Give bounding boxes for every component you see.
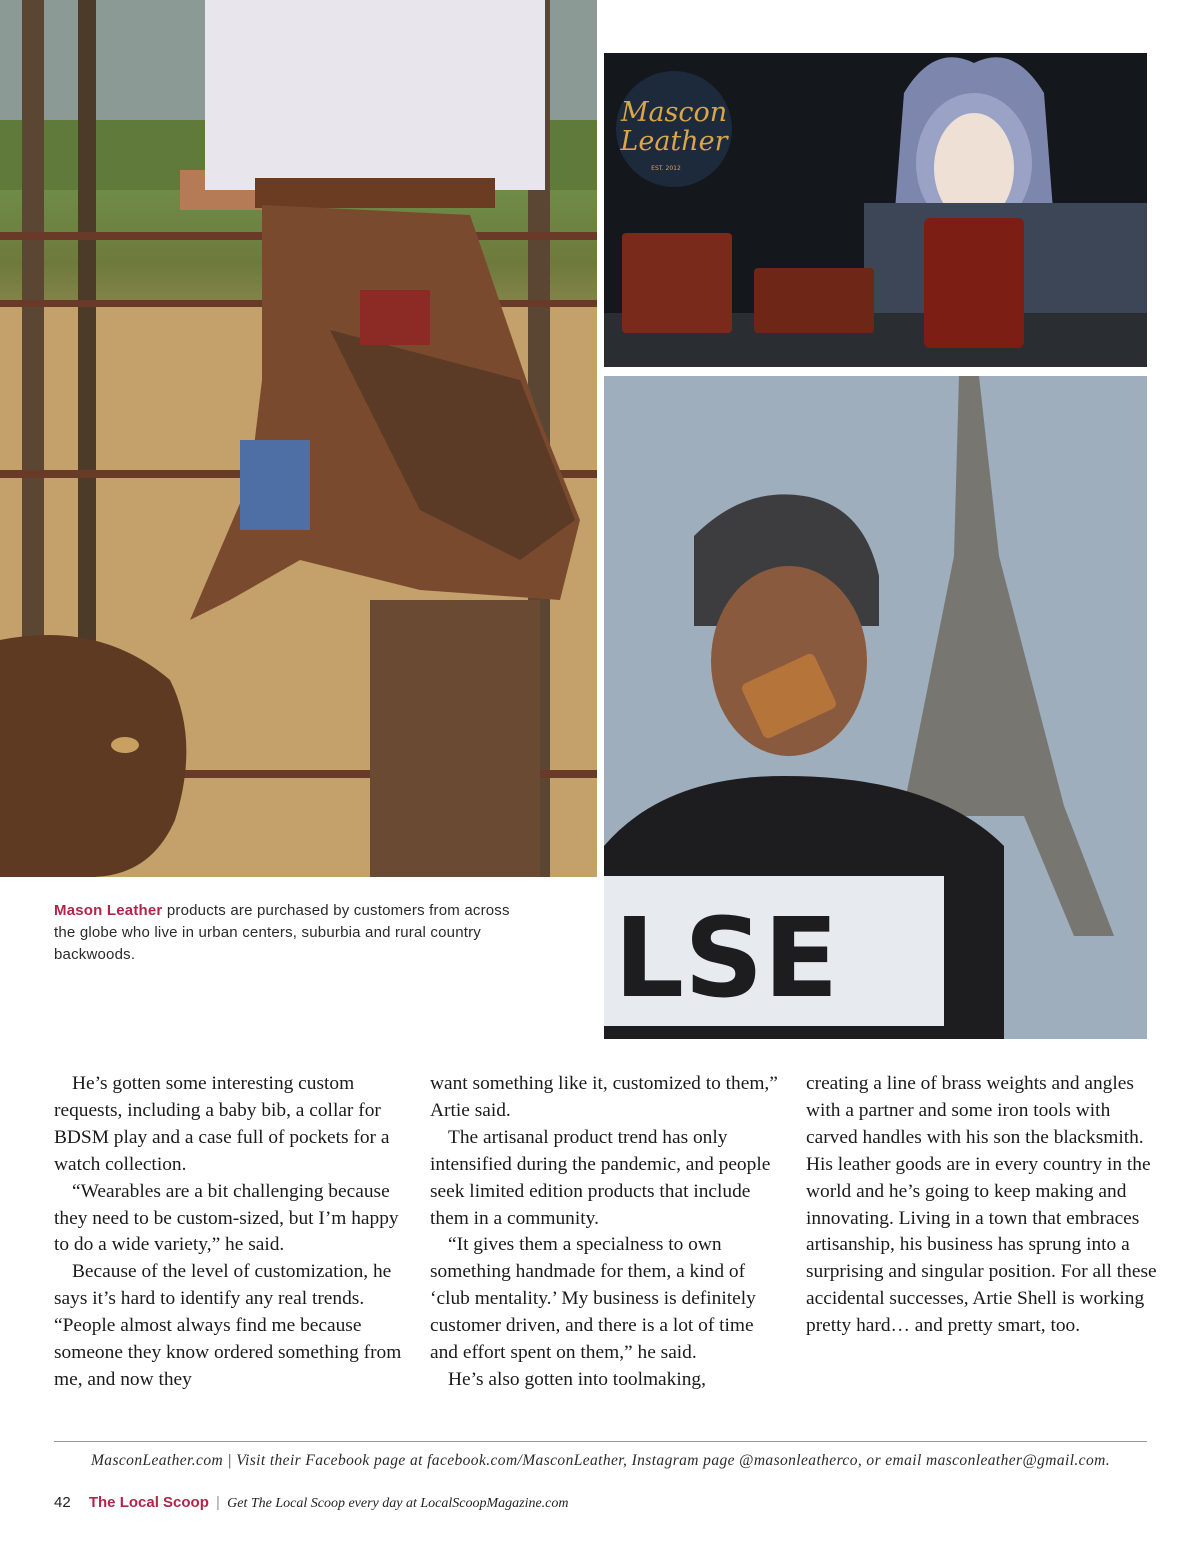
footer-divider [54,1441,1147,1442]
svg-text:LSE: LSE [614,894,839,1022]
footer-tagline: Get The Local Scoop every day at LocalScoopMagazine.com [227,1496,569,1511]
contact-line: MasconLeather.com | Visit their Facebook page at facebook.com/MasconLeather, Instagram page @masonleatherco, or email masconleather@gmail.com. [91,1452,1110,1469]
paragraph: He’s also gotten into toolmaking, [448,1368,706,1390]
paragraph: “It gives them a specialness to own something handmade for them, a kind of ‘club mentality.’ My business is definitely customer driven, and there is a lot of time and effort spent on them,” he said. [430,1234,756,1364]
photo-eiffel-portrait [604,376,1147,1039]
footer-separator: | [216,1494,220,1511]
caption-brand: Mason Leather [54,902,163,919]
photo-ranch-chaps [0,0,597,877]
page-footer [54,1494,569,1512]
photo-caption [54,900,524,966]
logo-line2: Leather [620,126,728,157]
caption-text: products are purchased by customers from across the globe who live in urban centers, suburbia and rural country backwoods. [54,902,510,963]
photo-wallets-product [604,53,1147,367]
logo-est: EST. 2012 [651,165,681,172]
article-column-2 [430,1071,782,1394]
article-column-3 [806,1071,1158,1340]
paragraph: He’s gotten some interesting custom requests, including a baby bib, a collar for BDSM play and a case full of pockets for a watch collection. [54,1073,390,1175]
paragraph: want something like it, customized to them,” Artie said. [430,1073,778,1121]
article-column-1 [54,1071,406,1394]
paragraph: The artisanal product trend has only intensified during the pandemic, and people seek limited edition products that include them in a community. [430,1126,771,1229]
paragraph: creating a line of brass weights and angles with a partner and some iron tools with carved handles with his son the blacksmith. His leather goods are in every country in the world and he’s going to keep making and innovating. Living in a town that embraces artisanship, his business has sprung into a surprising and singular position. For all these accidental successes, Artie Shell is working pretty hard… and pretty smart, too. [806,1073,1157,1337]
paragraph: Because of the level of customization, he says it’s hard to identify any real trends. “People almost always find me because someone they know ordered something from me, and now they [54,1261,402,1390]
magazine-name: The Local Scoop [88,1494,209,1511]
paragraph: “Wearables are a bit challenging because they need to be custom-sized, but I’m happy to do a wide variety,” he said. [54,1180,399,1256]
page-number: 42 [54,1494,71,1511]
logo-line1: Mascon [620,97,728,128]
